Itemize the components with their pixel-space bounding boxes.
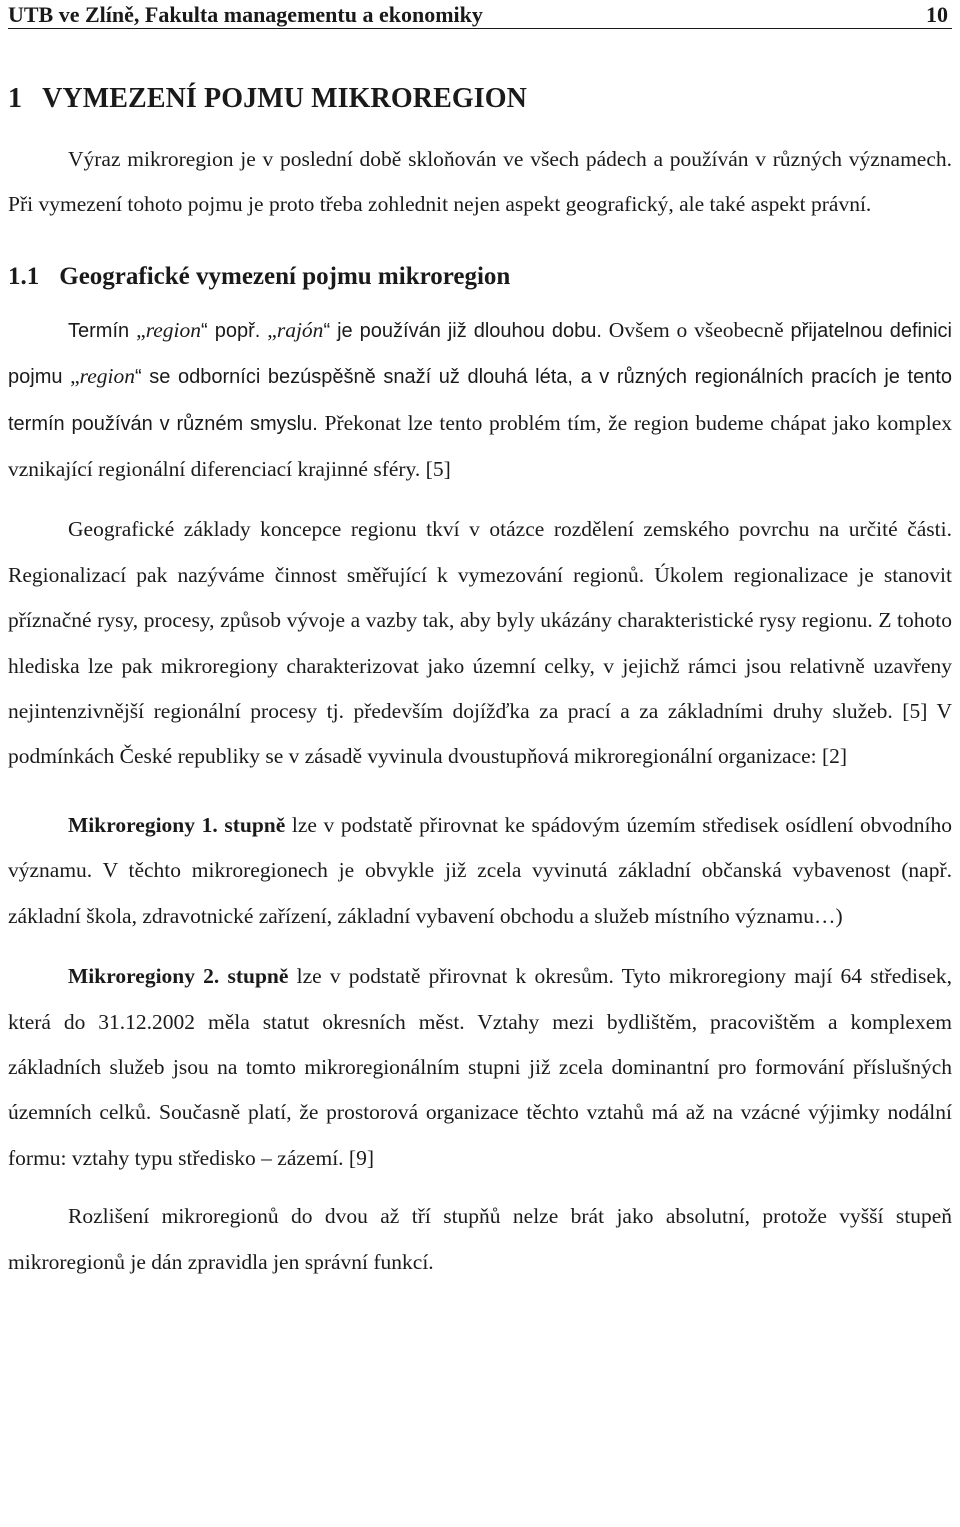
bold-term: stupně <box>224 812 286 837</box>
intro-paragraph: Výraz mikroregion je v poslední době skloňován ve všech pádech a používán v různých významech. Při vymezení tohoto pojmu je proto třeba zohlednit nejen aspekt geografický, ale také aspekt právní. <box>8 147 952 217</box>
text-run: Ovšem o všeobecně <box>601 317 791 342</box>
header-title: UTB ve Zlíně, Fakulta managementu a ekonomiky <box>8 2 483 27</box>
quote-mark: „ <box>70 364 80 389</box>
section-paragraph <box>8 308 952 493</box>
term-rajon: rajón <box>276 317 324 342</box>
section-title: Geografické vymezení pojmu mikroregion <box>59 262 511 290</box>
chapter-number: 1 <box>8 83 23 114</box>
text-run: přijatelnou definici pojmu <box>8 319 952 389</box>
microregion-level-1-paragraph <box>8 803 952 939</box>
quote-mark: „ <box>136 317 146 342</box>
text-run: “ je používán již dlouhou dobu. <box>323 319 602 342</box>
term-region: region <box>79 364 135 389</box>
term-region: region <box>145 317 202 342</box>
section-heading <box>8 262 952 292</box>
bold-term: Mikroregiony 1. <box>68 812 218 837</box>
text-run: lze v podstatě přirovnat k okresům. Tyto mikroregiony mají 64 středisek, která do 31.12.2002 měla statut okresních měst. Vztahy mezi bydlištěm, pracovištěm a komplexem základních služeb jsou na tomto mikroregionálním stupni již zcela dominantní pro formování příslušných územních celků. Současně platí, že prostorová organizace těchto vztahů má až na vzácné výjimky nodální formu: vztahy typu středisko – zázemí. [9] <box>8 964 952 1170</box>
geography-paragraph: Geografické základy koncepce regionu tkví v otázce rozdělení zemského povrchu na určité části. Regionalizací pak nazýváme činnost směřující k vymezování regionů. Úkolem regionalizace je stanovit příznačné rysy, procesy, způsob vývoje a vazby tak, aby byly ukázány charakteristické rysy regionu. Z tohoto hlediska lze pak mikroregiony charakterizovat jako územní celky, v jejichž rámci jsou relativně uzavřeny nejintenzivnější regionální procesy tj. především dojížďka za prací a za základními druhy služeb. [5] V podmínkách České republiky se v zásadě vyvinula dvoustupňová mikroregionální organizace: [2] <box>8 517 952 769</box>
quote-mark: „ <box>267 317 277 342</box>
bold-term: Mikroregiony 2. <box>68 964 220 989</box>
chapter-heading <box>8 83 952 115</box>
text-run: “ popř. <box>201 319 268 342</box>
text-run: Překonat lze tento problém tím, že region budeme chápat jako komplex vznikající regionální diferenciací krajinné sféry. [5] <box>8 410 952 482</box>
section-number: 1.1 <box>8 262 40 290</box>
bold-term: stupně <box>227 964 289 989</box>
text-run: Termín <box>68 319 137 342</box>
text-run: lze v podstatě přirovnat ke spádovým územím středisek osídlení obvodního významu. V těchto mikroregionech je obvykle již zcela vyvinutá základní občanská vybavenost (např. základní škola, zdravotnické zařízení, základní vybavení obchodu a služeb místního významu…) <box>8 812 952 928</box>
chapter-title: VYMEZENÍ POJMU MIKROREGION <box>42 83 527 114</box>
microregion-level-2-paragraph <box>8 954 952 1181</box>
page-number: 10 <box>926 2 948 27</box>
text-run: “ se odborníci bezúspěšně snaží už dlouhá léta, a v různých regionálních pracích je tento termín používán v různém smyslu. <box>8 366 952 435</box>
running-header <box>8 0 952 29</box>
closing-paragraph: Rozlišení mikroregionů do dvou až tří stupňů nelze brát jako absolutní, protože vyšší stupeň mikroregionů je dán zpravidla jen správní funkcí. <box>8 1204 952 1274</box>
